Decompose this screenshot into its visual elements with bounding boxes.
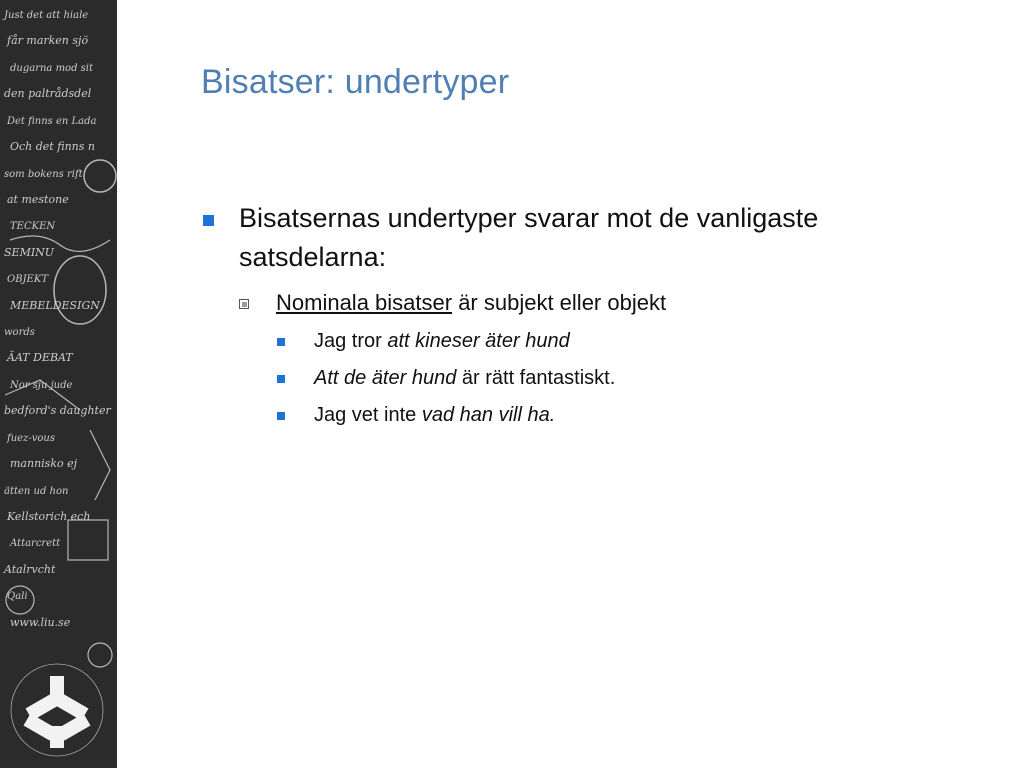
example-plain-text: Jag vet inte [314, 404, 422, 426]
bullet-text-level1: Bisatsernas undertyper svarar mot de vanligaste satsdelarna: [239, 203, 819, 272]
bullet-text-level2 [276, 288, 666, 318]
example-item [314, 401, 555, 429]
chalk-scribbles [0, 0, 117, 768]
chalk-handwriting: Qali [7, 591, 28, 602]
chalk-handwriting: TECKEN [10, 221, 56, 232]
chalk-handwriting: OBJEKT [7, 274, 48, 285]
bullet-square-icon [277, 412, 285, 420]
chalk-handwriting: mannisko ej [10, 457, 78, 470]
example-italic-text: vad han vill ha. [421, 404, 556, 426]
chalkboard-decoration [0, 0, 117, 768]
chalk-handwriting: Nor sju jude [10, 380, 73, 391]
chalk-handwriting: Atalrvcht [4, 563, 56, 576]
example-plain-text: Jag tror [314, 330, 388, 352]
chalk-handwriting: fuez-vous [7, 433, 55, 444]
example-item [314, 364, 615, 392]
chalk-handwriting: Och det finns n [10, 140, 95, 153]
chalk-handwriting: som bokens rift [4, 169, 83, 180]
example-italic-text: Att de äter hund [314, 367, 457, 389]
bullet-square-icon [203, 215, 214, 226]
chalk-handwriting: får marken sjö [7, 34, 89, 47]
example-italic-text: att kineser äter hund [387, 330, 570, 352]
chalk-handwriting: MEBELDESIGN [10, 299, 100, 312]
chalk-handwriting: Det finns en Lada [7, 116, 97, 127]
chalk-handwriting: dugarna mod sit [10, 63, 93, 74]
chalk-handwriting: bedford's daughter [4, 404, 111, 417]
bullet-square-icon [277, 338, 285, 346]
chalk-handwriting: SEMINU [4, 246, 55, 259]
chalk-handwriting: ätten ud hon [4, 486, 69, 497]
example-item [314, 327, 570, 355]
nominal-clause-description: är subjekt eller objekt [452, 290, 667, 315]
chalk-handwriting: Kellstorich ech [7, 510, 91, 523]
chalk-handwriting: www.liu.se [10, 616, 71, 629]
hollow-square-bullet-icon [239, 299, 249, 309]
chalk-handwriting: words [4, 327, 35, 338]
chalk-handwriting: Attarcrett [10, 538, 61, 549]
slide-title: Bisatser: undertyper [201, 63, 510, 101]
chalk-handwriting: at mestone [7, 193, 69, 206]
chalk-handwriting: den paltrådsdel [4, 87, 92, 100]
chalk-handwriting: Just det att hiale [4, 10, 89, 21]
nominal-clause-term: Nominala bisatser [276, 290, 453, 315]
example-plain-text: är rätt fantastiskt. [456, 367, 616, 389]
chalk-handwriting: ÄAT DEBAT [7, 351, 73, 364]
bullet-square-icon [277, 375, 285, 383]
university-logo [0, 658, 117, 768]
